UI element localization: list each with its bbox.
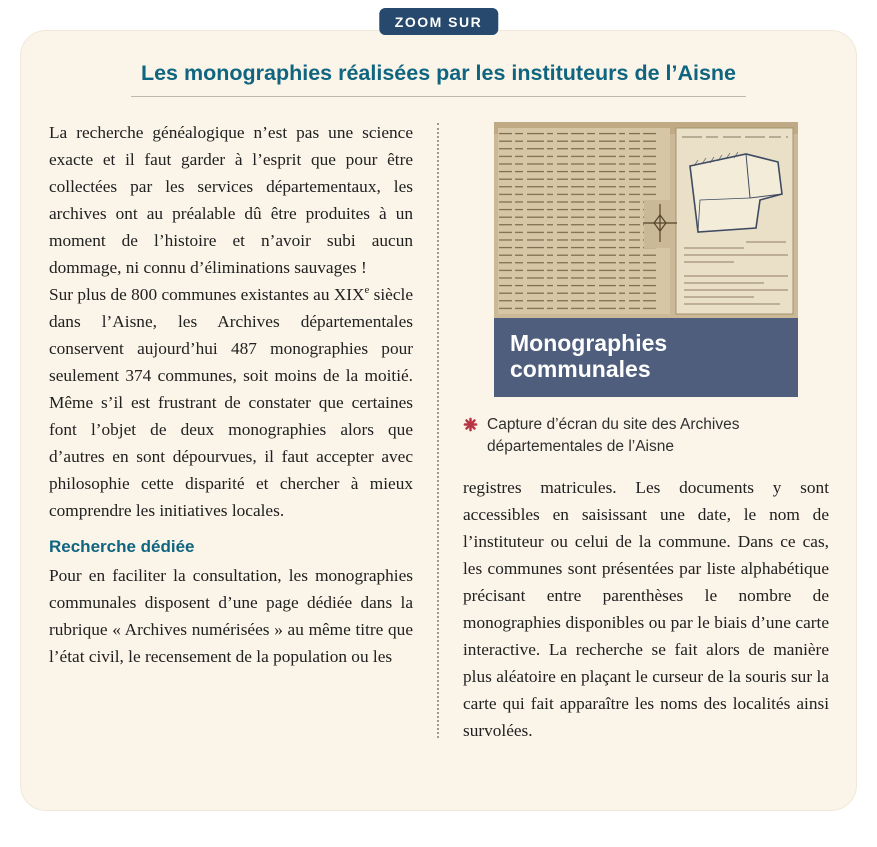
body-paragraph-4: registres matricules. Les documents y sont accessibles en saisissant une date, le nom de l’instituteur ou celui de la commune. Dans ce cas, les communes sont présentées par liste alphabétique précisant entre parenthèses le nombre de monographies disponibles ou par le biais d’une carte interactive. La recherche se fait alors de manière plus aléatoire en plaçant le curseur de la souris sur la carte qui fait apparaître les noms des localités ainsi survolées.	[463, 477, 829, 740]
zoom-sur-badge: ZOOM SUR	[379, 8, 498, 35]
paragraph-2-text-before: Sur plus de 800 communes existantes au XIX	[49, 285, 365, 304]
zoom-sur-card	[20, 30, 857, 811]
century-superscript: e	[364, 284, 370, 297]
two-column-layout	[49, 119, 828, 744]
figure-banner	[494, 318, 798, 397]
title-wrap	[49, 61, 828, 97]
page-title: Les monographies réalisées par les instituteurs de l’Aisne	[131, 61, 746, 97]
right-column	[463, 119, 829, 744]
body-paragraph-2	[49, 281, 413, 524]
body-paragraph-1: La recherche généalogique n’est pas une science exacte et il faut garder à l’esprit que pour être collectées par les services départementaux, les archives ont au préalable dû être produites à un moment de l’histoire et n’avoir subi aucun dommage, ni connu d’éliminations sauvages !	[49, 123, 413, 277]
flower-asterisk-icon	[463, 417, 478, 432]
figure-block	[494, 122, 798, 397]
paragraph-2-text-after: siècle dans l’Aisne, les Archives départementales conservent aujourd’hui 487 monographies pour seulement 374 communes, soit moins de la moitié. Même s’il est frustrant de constater que certaines font l’objet de deux monographies alors que d’autres en sont dépourvues, il faut accepter avec philosophie cette disparité et chercher à mieux comprendre les initiatives locales.	[49, 285, 413, 520]
figure-caption	[463, 414, 829, 459]
figure-caption-text: Capture d’écran du site des Archives départementales de l’Aisne	[487, 415, 740, 456]
figure-banner-label: Monographies communales	[510, 330, 668, 383]
body-paragraph-3: Pour en faciliter la consultation, les monographies communales disposent d’une page dédiée dans la rubrique « Archives numérisées » au même titre que l’état civil, le recensement de la population ou les	[49, 566, 413, 666]
section-subheading: Recherche dédiée	[49, 537, 195, 556]
dotted-column-divider	[437, 123, 439, 738]
left-column	[49, 119, 413, 744]
archives-documents-image	[494, 122, 798, 318]
